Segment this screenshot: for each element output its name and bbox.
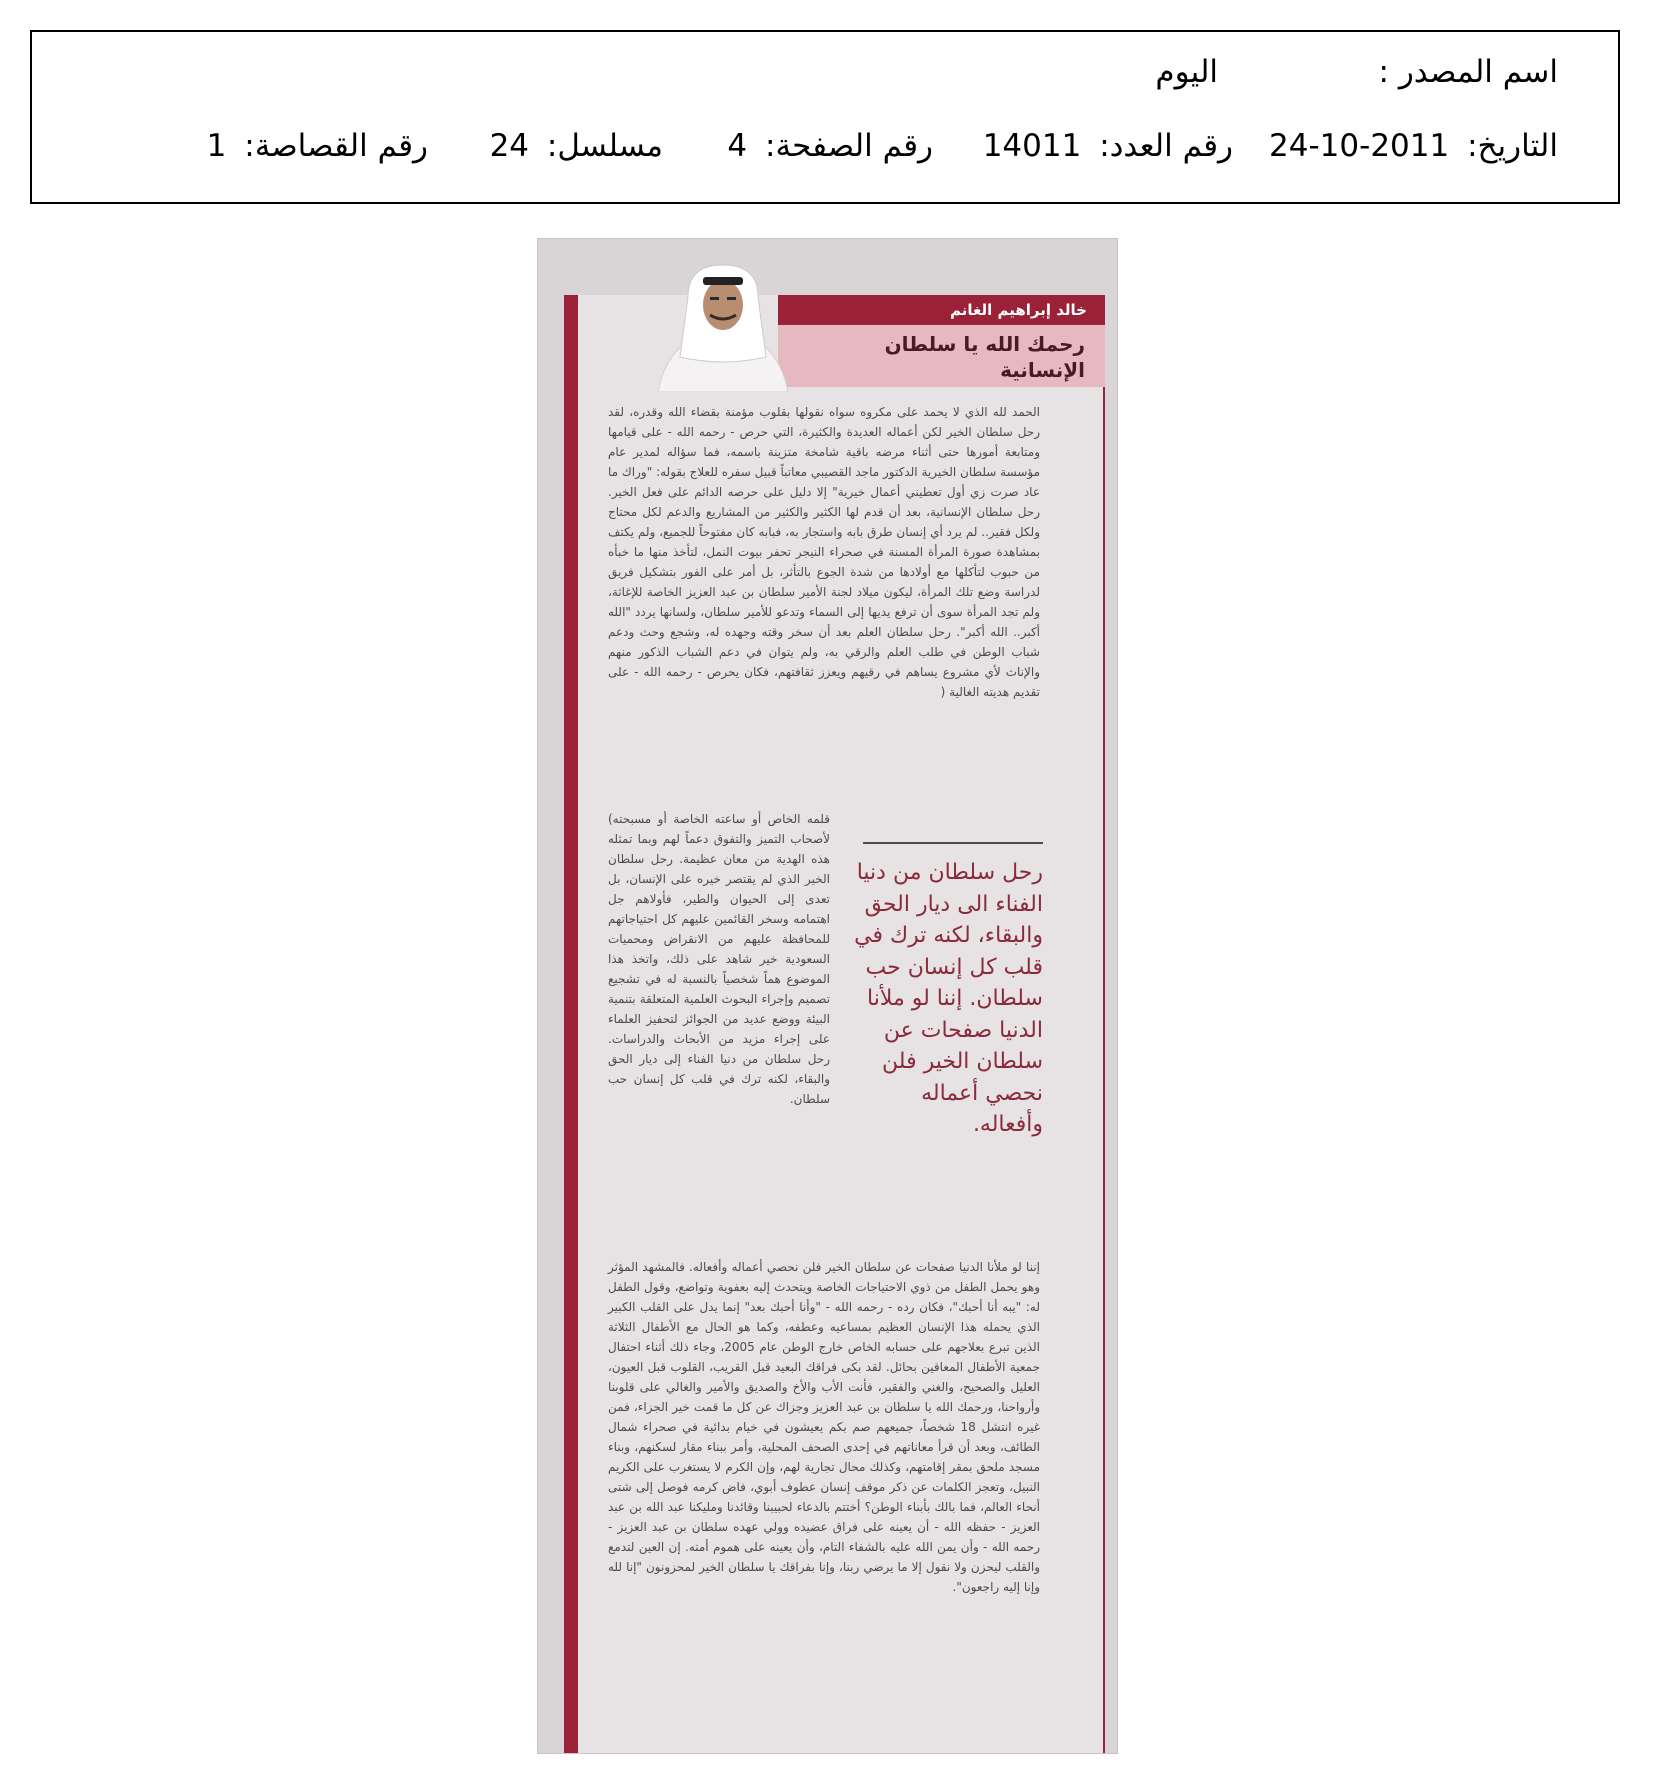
article-intro-text — [608, 402, 1040, 702]
date-value: 2011-10-24 — [1269, 128, 1450, 164]
clip-label: رقم القصاصة: — [244, 128, 428, 164]
author-portrait-icon — [648, 257, 798, 392]
clip-field — [207, 128, 428, 164]
article-closing-text — [608, 1257, 1040, 1597]
source-metadata-box — [30, 30, 1620, 204]
closing-paragraph: إننا لو ملأنا الدنيا صفحات عن سلطان الخير فلن نحصي أعماله وأفعاله. فالمشهد المؤثر وهو يحمل الطفل من ذوي الاحتياجات الخاصة ويتحدث إليه بعفوية وتواضع، وقول الطفل له: "يبه أنا أحبك"، فكان رده - رحمه الله - "وأنا أحبك بعد" إنما يدل على القلب الكبير الذي يحمله هذا الإنسان العظيم بمساعيه وعطفه، وكما هو الحال مع الأطفال الثلاثة الذين تبرع بعلاجهم على حسابه الخاص خارج الوطن عام 2005، وجاء ذلك أثناء احتفال جمعية الأطفال المعاقين بحائل. لقد بكى فراقك البعيد قبل القريب، القلوب قبل العيون، العليل والصحيح، والغني والفقير، فأنت الأب والأخ والصديق والأمير والغالي على قلوبنا وأرواحنا، ورحمك الله يا سلطان بن عبد العزيز وجزاك عن كل ما قمت خير الجزاء، فمن غيره انتشل 18 شخصاً، جميعهم صم بكم يعيشون في خيام بدائية في صحراء شمال الطائف، وبعد أن قرأ معاناتهم في إحدى الصحف المحلية، وأمر ببناء مقار لسكنهم، وبناء مسجد ملحق بمقر إقامتهم، وكذلك محال تجارية لهم، وإن الكرم لا يستغرب على الكريم النبيل، وتعجز الكلمات عن ذكر موقف إنسان عطوف أبوي، فاض كرمه فوصل إلى شتى أنحاء العالم، فما بالك بأبناء الوطن؟ أختتم بالدعاء لحبيبنا وقائدنا ومليكنا عبد الله بن عبد العزيز - حفظه الله - أن يعينه على فراق عضيده وولي عهده سلطان بن عبد العزيز - رحمه الله - وأن يمن الله عليه بالشفاء التام، وأن يعينه على هموم أمته. إن العين لتدمع والقلب ليحزن ولا نقول إلا ما يرضي ربنا، وإنا بفراقك يا سلطان الخير لمحزونون "إنا لله وإنا إليه راجعون". — [608, 1260, 1040, 1594]
pullquote-rule — [863, 842, 1043, 844]
issue-value: 14011 — [982, 128, 1082, 164]
title-band — [778, 295, 1105, 387]
clip-value: 1 — [206, 128, 227, 164]
issue-field — [983, 128, 1233, 164]
article-headline: رحمك الله يا سلطان الإنسانية — [884, 332, 1085, 382]
source-value: اليوم — [1155, 54, 1218, 90]
newspaper-clipping — [537, 238, 1118, 1754]
source-label: اسم المصدر : — [1378, 54, 1558, 90]
issue-label: رقم العدد: — [1099, 128, 1233, 164]
page-value: 4 — [727, 128, 748, 164]
serial-label: مسلسل: — [546, 128, 663, 164]
article-column-text — [608, 809, 830, 1109]
author-byline: خالد إبراهيم الغانم — [778, 295, 1105, 325]
date-field — [1269, 128, 1558, 164]
serial-value: 24 — [489, 128, 530, 164]
serial-field — [490, 128, 663, 164]
date-label: التاريخ: — [1467, 128, 1558, 164]
pullquote: رحل سلطان من دنيا الفناء الى ديار الحق والبقاء، لكنه ترك في قلب كل إنسان حب سلطان. إننا لو ملأنا الدنيا صفحات عن سلطان الخير فلن نحصي أعماله وأفعاله. — [854, 860, 1043, 1137]
intro-paragraph: الحمد لله الذي لا يحمد على مكروه سواه نقولها بقلوب مؤمنة بقضاء الله وقدره، لقد رحل سلطان الخير لكن أعماله العديدة والكثيرة، التي حرص - رحمه الله - على قيامها ومتابعة أمورها حتى أثناء مرضه باقية شامخة متزينة باسمه، فما سؤاله لمدير عام مؤسسة سلطان الخيرية الدكتور ماجد القصيبي معاتباً قبيل سفره للعلاج بقوله: "وراك ما عاد صرت زي أول تعطيني أعمال خيرية" إلا دليل على حرصه الدائم على فعل الخير. رحل سلطان الإنسانية، بعد أن قدم لها الكثير والكثير من المشاريع والدعم لكل محتاج ولكل فقير.. لم يرد أي إنسان طرق بابه واستجار به، فبابه كان مفتوحاً للجميع، ولم يكتف بمشاهدة صورة المرأة المسنة في صحراء النيجر تحفر بيوت النمل، لتأخذ منها ما خبأه من حبوب لتأكلها مع أولادها من شدة الجوع بالتأثر، بل أمر على الفور بتشكيل فريق لدراسة وضع تلك المرأة، ليكون ميلاد لجنة الأمير سلطان بن عبد العزيز الخاصة للإغاثة، ولم تجد المرأة سوى أن ترفع يديها إلى السماء وتدعو للأمير سلطان، ولسانها يردد "الله أكبر.. الله أكبر". رحل سلطان العلم بعد أن سخر وقته وجهده له، وشجع وحث ودعم شباب الوطن في طلب العلم والرقي به، ولم يتوان في دعم الشباب الذكور منهم والإناث لأي مشروع يساهم في رقيهم ويعزز ثقافتهم، فكان يحرص - رحمه الله - على تقديم هديته الغالية ( — [608, 405, 1040, 699]
page-field — [727, 128, 933, 164]
page-label: رقم الصفحة: — [765, 128, 933, 164]
column-paragraph: قلمه الخاص أو ساعته الخاصة أو مسبحته) لأصحاب التميز والتفوق دعماً لهم وبما تمثله هذه الهدية من معان عظيمة. رحل سلطان الخير الذي لم يقتصر خيره على الإنسان، بل تعدى إلى الحيوان والطير، فأولاهم جل اهتمامه وسخر القائمين عليهم كل احتياجاتهم للمحافظة عليهم من الانقراض ومحميات السعودية خير شاهد على ذلك، واتخذ هذا الموضوع هماً شخصياً بالنسبة له في تشجيع تصميم وإجراء البحوث العلمية المتعلقة بتنمية البيئة ووضع عديد من الجوائز لتحفيز العلماء على إجراء مزيد من الأبحاث والدراسات. رحل سلطان من دنيا الفناء إلى ديار الحق والبقاء، لكنه ترك في قلب كل إنسان حب سلطان. — [608, 812, 830, 1106]
